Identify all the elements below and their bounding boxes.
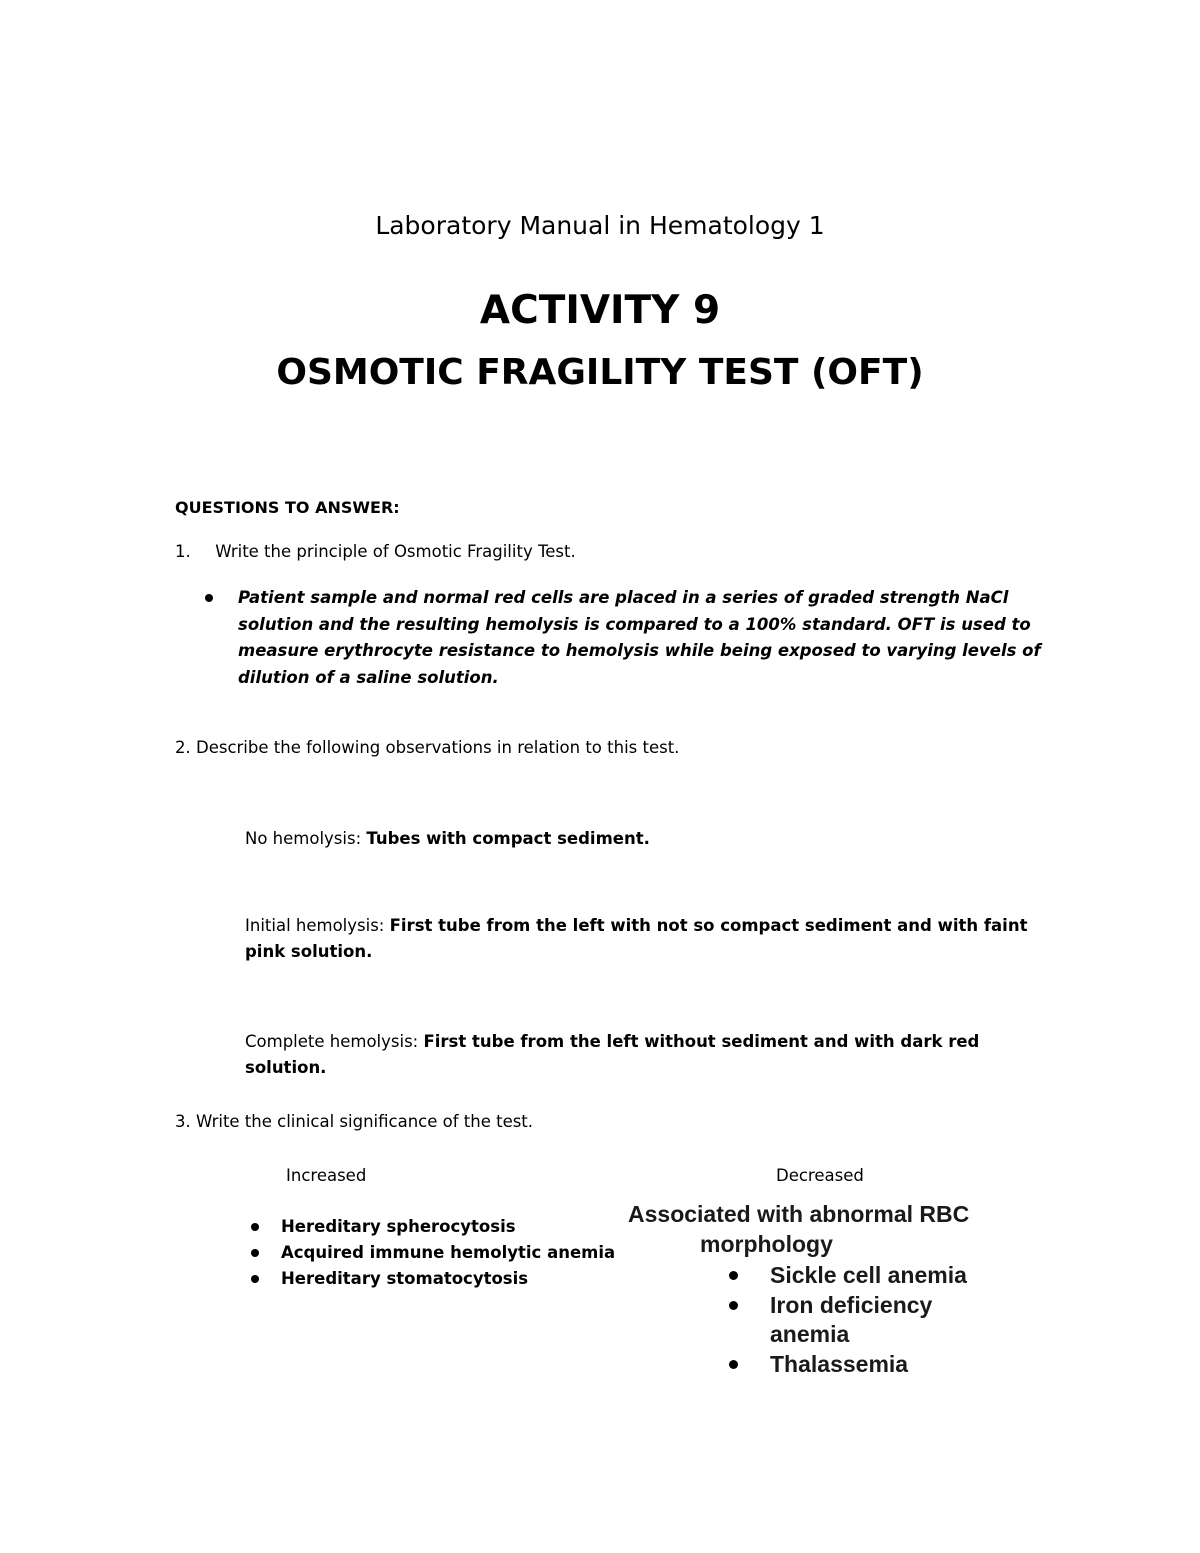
decreased-item: Iron deficiency — [770, 1292, 933, 1318]
question-1-text: Write the principle of Osmotic Fragility Test. — [215, 542, 576, 561]
questions-heading: QUESTIONS TO ANSWER: — [175, 498, 400, 517]
question-3-number: 3. — [175, 1112, 191, 1131]
bullet-icon — [251, 1275, 259, 1283]
question-3-text: Write the clinical significance of the test. — [196, 1112, 534, 1131]
bullet-icon — [729, 1301, 738, 1310]
increased-item: Hereditary stomatocytosis — [281, 1269, 529, 1288]
decreased-subheading-line-1: Associated with abnormal RBC — [628, 1201, 970, 1227]
observation-complete-hemolysis — [245, 1029, 1065, 1081]
bullet-icon — [251, 1249, 259, 1257]
observation-no-hemolysis — [245, 826, 1065, 852]
decreased-subheading-line-2: morphology — [700, 1231, 833, 1257]
bullet-icon — [251, 1223, 259, 1231]
increased-heading: Increased — [286, 1166, 367, 1185]
test-title: OSMOTIC FRAGILITY TEST (OFT) — [276, 352, 924, 393]
observation-label: Complete hemolysis: — [245, 1032, 419, 1051]
question-3 — [175, 1110, 533, 1134]
decreased-item: Sickle cell anemia — [770, 1262, 967, 1288]
question-1-answer: Patient sample and normal red cells are placed in a series of graded strength NaCl solution and the resulting hemolysis is compared to a 100% standard. OFT is used to measure erythrocyte resistance to hemolysis while being exposed to varying levels of dilution of a saline solution. — [238, 588, 1041, 687]
question-1-number: 1. — [175, 542, 191, 561]
bullet-icon — [729, 1360, 738, 1369]
manual-title: Laboratory Manual in Hematology 1 — [375, 211, 825, 240]
decreased-item-continued: anemia — [770, 1321, 850, 1347]
question-2-text: Describe the following observations in relation to this test. — [196, 738, 680, 757]
question-2-number: 2. — [175, 738, 191, 757]
increased-item: Hereditary spherocytosis — [281, 1217, 516, 1236]
question-2 — [175, 736, 679, 760]
decreased-item: Thalassemia — [770, 1351, 909, 1377]
observation-label: No hemolysis: — [245, 829, 367, 848]
bullet-icon — [205, 594, 213, 602]
bullet-icon — [729, 1271, 738, 1280]
question-1 — [175, 540, 576, 564]
observation-value: Tubes with compact sediment. — [366, 829, 650, 848]
decreased-heading: Decreased — [776, 1166, 864, 1185]
observation-label: Initial hemolysis: — [245, 916, 385, 935]
increased-item: Acquired immune hemolytic anemia — [281, 1243, 616, 1262]
observation-value: First tube from the left without sediment and with dark red solution. — [245, 1032, 980, 1077]
observation-value: First tube from the left with not so compact sediment and with faint pink solution. — [245, 916, 1028, 961]
activity-title: ACTIVITY 9 — [479, 288, 721, 333]
observation-initial-hemolysis — [245, 913, 1065, 965]
